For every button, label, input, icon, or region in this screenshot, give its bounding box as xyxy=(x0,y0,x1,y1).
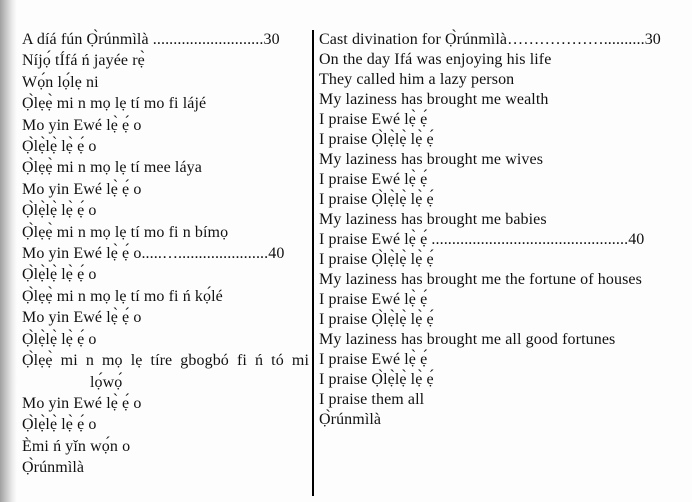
verse-line: I praise Ewé lẹ̀ ẹ́ xyxy=(319,111,428,128)
verse-line: Mo yin Ewé lẹ̀ ẹ́ o xyxy=(22,116,142,134)
verse-line: Ọ̀lẹẹ̀ mi n mọ lẹ tí mo fi lájé xyxy=(22,95,207,113)
verse-line: I praise Ewé lẹ̀ ẹ́ xyxy=(319,291,428,308)
verse-line: My laziness has brought me babies xyxy=(319,211,547,228)
verse-line: Ọ̀lẹ̀lẹ̀ lẹ̀ ẹ́ o xyxy=(22,330,97,348)
verse-line: I praise them all xyxy=(319,391,425,408)
verse-line: Ọ̀lẹẹ̀ mi n mọ lẹ tí mo fi n bímọ xyxy=(22,223,229,241)
verse-line: Ọ̀lẹẹ̀ mi n mọ lẹ tíre gbogbó fi ń tó mi xyxy=(22,352,309,370)
verse-line: Níjọ́ tÍfá ń jayée rẹ̀ xyxy=(22,52,145,70)
verse-line: Mo yin Ewé lẹ̀ ẹ́ o xyxy=(22,180,142,198)
verse-line: Ọ̀rúnmìlà xyxy=(22,459,85,477)
verse-line: lọ́wọ́ xyxy=(90,373,123,391)
verse-line: Ọ̀rúnmìlà xyxy=(319,411,382,428)
verse-line: My laziness has brought me wealth xyxy=(319,91,549,108)
verse-line: I praise Ọ̀lẹ̀lẹ̀ lẹ̀ ẹ́ xyxy=(319,251,434,268)
verse-line: Ọ̀lẹ̀lẹ̀ lẹ̀ ẹ́ o xyxy=(22,266,97,284)
verse-line: I praise Ọ̀lẹ̀lẹ̀ lẹ̀ ẹ́ xyxy=(319,371,434,388)
verse-line: My laziness has brought me the fortune of houses xyxy=(319,271,642,288)
verse-line: I praise Ọ̀lẹ̀lẹ̀ lẹ̀ ẹ́ xyxy=(319,311,434,328)
verse-line: I praise Ọ̀lẹ̀lẹ̀ lẹ̀ ẹ́ xyxy=(319,191,434,208)
verse-line: I praise Ọ̀lẹ̀lẹ̀ lẹ̀ ẹ́ xyxy=(319,131,434,148)
verse-line: Èmi ń yǐn wọ́n o xyxy=(22,437,131,455)
verse-line: On the day Ifá was enjoying his life xyxy=(319,51,552,68)
verse-line: A díá fún Ọ̀rúnmìlà ...........................30 xyxy=(22,31,280,48)
verse-line: Mo yin Ewé lẹ̀ ẹ́ o xyxy=(22,309,142,327)
verse-line: They called him a lazy person xyxy=(319,71,515,88)
verse-line: Cast divination for Ọ̀rúnmìlà………………..........30 xyxy=(319,31,661,48)
verse-line: Ọ̀lẹ̀lẹ̀ lẹ̀ ẹ́ o xyxy=(22,138,97,156)
column-divider-line xyxy=(312,30,314,496)
page-left-edge-shadow xyxy=(0,0,17,502)
verse-line: Ọ̀lẹ̀lẹ̀ lẹ̀ ẹ́ o xyxy=(22,416,97,434)
verse-line: I praise Ewé lẹ̀ ẹ́ xyxy=(319,351,428,368)
verse-line: My laziness has brought me wives xyxy=(319,151,544,168)
verse-line: My laziness has brought me all good fortunes xyxy=(319,331,616,348)
yoruba-verse-column xyxy=(22,29,309,479)
verse-line: Mo yin Ewé lẹ̀ ẹ́ o xyxy=(22,394,142,412)
verse-line: Wọ́n lọ́lẹ ni xyxy=(22,73,99,91)
verse-line: Ọ̀lẹẹ̀ mi n mọ lẹ tí mo fi ń kọ́lé xyxy=(22,287,223,305)
verse-line: Ọ̀lẹẹ̀ mi n mọ lẹ tí mee láya xyxy=(22,159,202,177)
verse-line: Ọ̀lẹ̀lẹ̀ lẹ̀ ẹ́ o xyxy=(22,202,97,220)
verse-line: I praise Ewé lẹ̀ ẹ́ ................................................40 xyxy=(319,231,645,248)
verse-line: Mo yin Ewé lẹ̀ ẹ́ o.....…......................40 xyxy=(22,245,285,263)
english-translation-column xyxy=(319,30,687,430)
verse-line: I praise Ewé lẹ̀ ẹ́ xyxy=(319,171,428,188)
